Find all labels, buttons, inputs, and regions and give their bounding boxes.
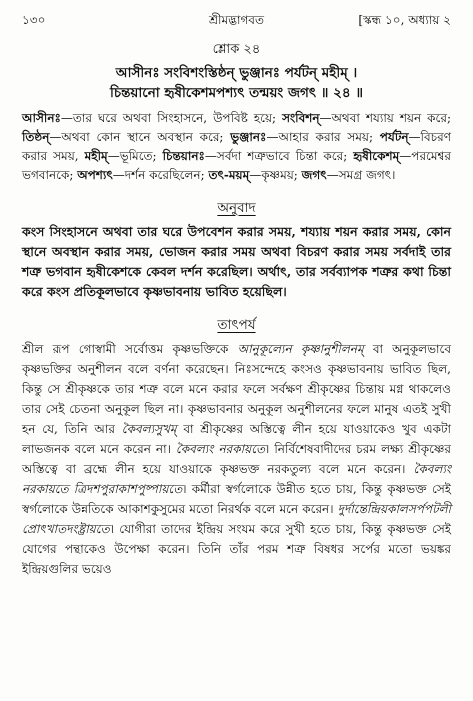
synonym-meaning: —ভূমিতে; [107, 149, 163, 163]
verse-line-1: আসীনঃ সংবিশংস্তিষ্ঠন্‌ ভুঞ্জানঃ পর্যটন্‌ মহীম্‌ । [115, 65, 358, 81]
book-title: শ্রীমদ্ভাগবত [208, 13, 264, 27]
synonym-meaning: —অথবা শয্যায় শয়ন করে; [319, 111, 451, 125]
synonym-word: আসীনঃ [22, 111, 61, 125]
verse-text [22, 63, 451, 103]
purport-span: বা অনুকূলভাবে কৃষ্ণভক্তির অনুশীলন বলে বর্ণনা করেছেন। নিঃসন্দেহে কংসও কৃষ্ণভাবনায় ভাবিত ছিল, কিন্তু সে শ্রীকৃষ্ণকে তার শত্রু বলে মনে করার ফলে সর্বক্ষণ শ্রীকৃষ্ণের চিন্তায় মগ্ন থাকলেও তার সেই চেতনা অনুকূল ছিল না। কৃষ্ণভাবনার অনুকূল অনুশীলনের ফলে মানুষ এতই সুখী হন যে, তিনি আর [22, 342, 451, 436]
purport-quote: দুর্দান্তেন্দ্রিয়কালসর্পপটলী প্রোৎখাতদংষ্ট্রায়তে [22, 502, 451, 536]
synonym-meaning: —অথবা কোন স্থানে অবস্থান করে; [49, 130, 231, 144]
synonyms [22, 109, 451, 185]
purport-span: বা শ্রীকৃষ্ণের অস্তিত্বে লীন হয়ে যাওয়াকেও খুব একটা লাভজনক বলে মনে করেন না। [22, 422, 451, 456]
synonym-word: জগৎ [301, 168, 327, 182]
synonym-meaning: —তার ঘরে অথবা সিংহাসনে, উপবিষ্ট হয়ে; [60, 111, 283, 125]
running-header [22, 12, 451, 30]
synonym-word: মহীম্‌ [84, 149, 108, 163]
purport-span: । যোগীরা তাদের ইন্দ্রিয় সংযম করে সুখী হতে চায়, কিন্তু কৃষ্ণভক্ত সেই যোগের পন্থাকেও উপেক্ষা করেন। তিনি তাঁর পরম শত্রু বিষধর সর্পের মতো ভয়ঙ্কর ইন্দ্রিয়গুলির ভয়েও [22, 522, 451, 576]
synonym-meaning: —সমগ্র জগৎ। [326, 168, 396, 182]
verse-heading: শ্লোক ২৪ [212, 42, 261, 57]
synonym-word: তৎ-ময়ম্‌ [208, 168, 250, 182]
page-number: ১৩০ [22, 13, 46, 27]
synonym-meaning: —দর্শন করেছিলেন; [112, 168, 209, 182]
synonym-word: পর্যটন্‌ [379, 130, 409, 144]
purport-text [22, 339, 451, 579]
purport-quote: কৈবল্যসুখম্‌ [121, 422, 177, 436]
chapter-reference: [স্কন্ধ ১০, অধ্যায় ২ [358, 13, 451, 27]
purport-span: । কর্মীরা স্বর্গলোকে উন্নীত হতে চায়, কিন্তু কৃষ্ণভক্ত সেই স্বর্গলোকে উন্নতিকে আকাশকুসুমের মতো নিরর্থক বলে মনে করেন। [22, 482, 451, 516]
synonym-meaning: —আহার করার সময়; [266, 130, 380, 144]
purport-quote: কৈবল্যং নরকায়তে ত্রিদশপুরাকাশপুষ্পায়তে [22, 462, 451, 496]
synonym-meaning: —কৃষ্ণময়; [249, 168, 302, 182]
purport-span: । নির্বিশেষবাদীদের চরম লক্ষ্য শ্রীকৃষ্ণের অস্তিত্বে বা ব্রহ্মে লীন হয়ে যাওয়াকে কৃষ্ণভক্ত নরকতুল্য বলে মনে করেন। [22, 442, 452, 476]
purport-quote: আনুকূল্যেন কৃষ্ণানুশীলনম্‌ [237, 342, 364, 356]
synonym-meaning: —বিচরণ করার সময়, [22, 130, 451, 163]
synonym-meaning: —পরমেশ্বর ভগবানকে; [22, 149, 451, 182]
verse-line-2: চিন্তয়ানো হৃষীকেশমপশ্যৎ তন্ময়ং জগৎ ॥ ২৪ ॥ [109, 85, 363, 101]
translation-text: কংস সিংহাসনে অথবা তার ঘরে উপবেশন করার সময়, শয্যায় শয়ন করার সময়, কোন স্থানে অবস্থান করার সময়, ভোজন করার সময় অথবা বিচরণ করার সময় সর্বদাই তার শত্রু ভগবান হৃষীকেশকে কেবল দর্শন করেছিল। অর্থাৎ, তার সর্বব্যাপক শত্রুর কথা চিন্তা করে কংস প্রতিকূলভাবে কৃষ্ণভাবনায় ভাবিত হয়েছিল। [22, 224, 451, 299]
synonym-word: ভুঞ্জানঃ [230, 130, 267, 144]
synonym-word: তিষ্ঠন্‌ [22, 130, 50, 144]
purport-quote: কৈবল্যং নরকায়তে [175, 442, 266, 456]
synonym-word: অপশ্যৎ [77, 168, 113, 182]
synonym-word: হৃষীকেশম্‌ [353, 149, 400, 163]
translation-heading: অনুবাদ [217, 200, 256, 216]
purport-span: শ্রীল রূপ গোস্বামী সর্বোত্তম কৃষ্ণভক্তিকে [22, 342, 238, 356]
purport-paragraph [22, 339, 451, 579]
purport-heading: তাৎপর্য [217, 317, 256, 333]
synonym-word: চিন্তয়ানঃ [162, 149, 205, 163]
synonym-meaning: —সর্বদা শত্রুভাবে চিন্তা করে; [204, 149, 354, 163]
synonym-word: সংবিশন্‌ [282, 111, 320, 125]
